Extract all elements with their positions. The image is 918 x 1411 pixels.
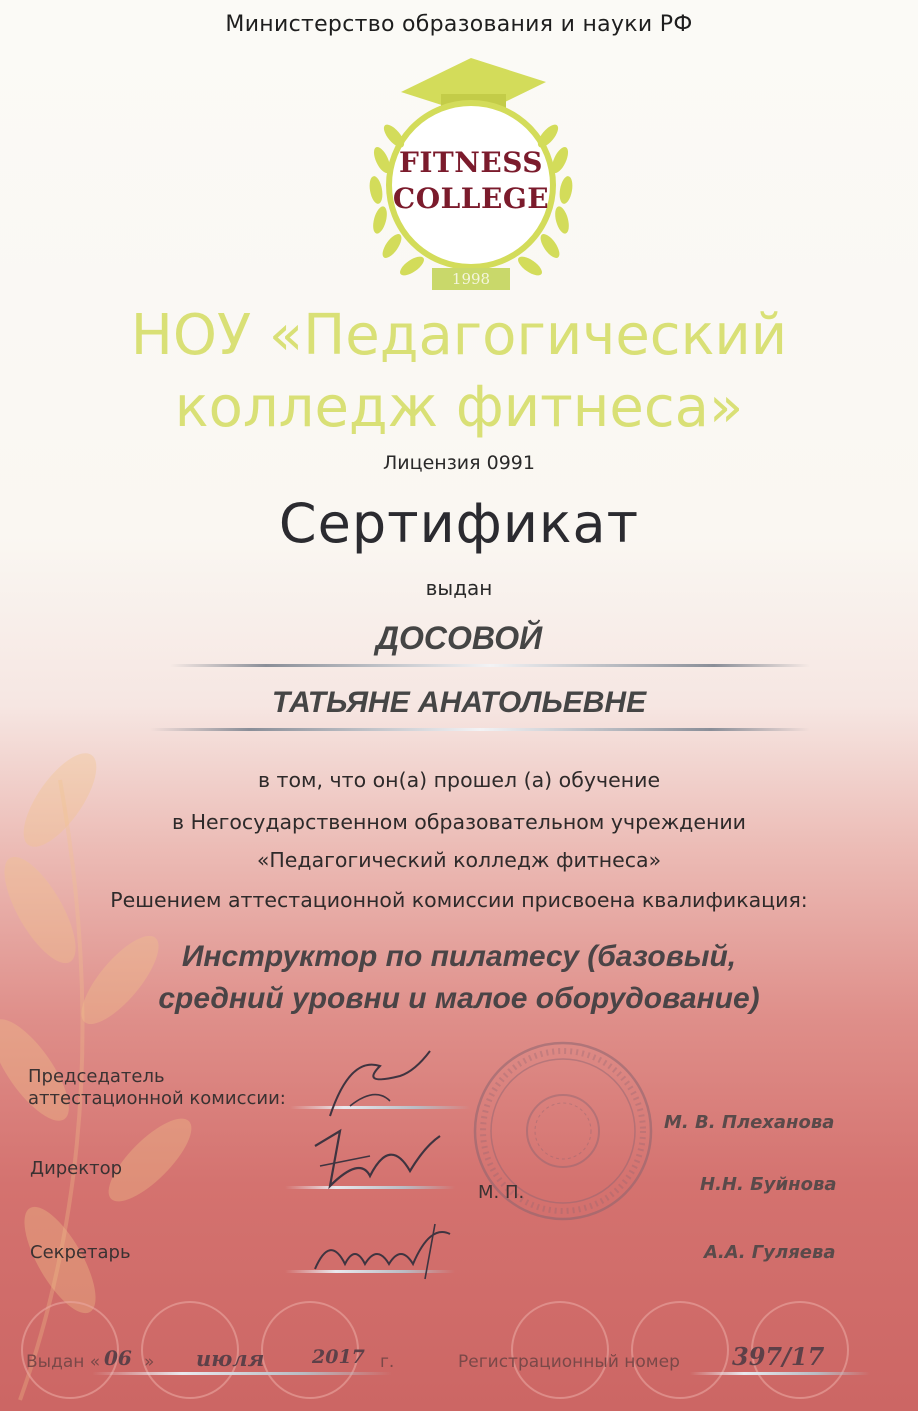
director-name: Н.Н. Буйнова	[700, 1174, 837, 1195]
registration-number: 397/17	[732, 1342, 825, 1371]
recipient-surname: ДОСОВОЙ	[375, 620, 543, 656]
body-line: «Педагогический колледж фитнеса»	[256, 848, 662, 872]
date-line	[92, 1372, 392, 1375]
logo-text-fitness: FITNESS	[398, 146, 544, 179]
divider	[150, 728, 810, 731]
qualification-line1: Инструктор по пилатесу (базовый,	[181, 940, 737, 973]
body-line: Решением аттестационной комиссии присвоена квалификация:	[110, 888, 808, 912]
logo-text-college: COLLEGE	[392, 182, 550, 215]
chair-name: М. В. Плеханова	[664, 1112, 835, 1133]
issued-date-label: Выдан «	[26, 1352, 101, 1372]
issued-year-suffix: г.	[380, 1352, 395, 1372]
director-label: Директор	[30, 1158, 123, 1179]
license-number: Лицензия 0991	[383, 452, 535, 474]
secretary-name: А.А. Гуляева	[704, 1242, 836, 1263]
body-line: в Негосударственном образовательном учреждении	[171, 810, 746, 834]
issued-label: выдан	[425, 576, 493, 600]
secretary-label: Секретарь	[30, 1242, 131, 1263]
certificate-title: Сертификат	[278, 492, 640, 555]
ministry-header: Министерство образования и науки РФ	[225, 12, 693, 37]
logo-year: 1998	[432, 268, 510, 290]
divider	[170, 664, 810, 667]
issued-year: 2017	[312, 1346, 365, 1368]
signature-chair	[320, 1046, 440, 1126]
organization-title-line1: НОУ «Педагогический	[130, 303, 788, 368]
issued-day: 06	[104, 1346, 132, 1370]
organization-title-line2: колледж фитнеса»	[174, 375, 744, 440]
chair-label: Председатель	[28, 1066, 165, 1087]
registration-label: Регистрационный номер	[458, 1352, 680, 1372]
issued-month: июля	[196, 1346, 265, 1371]
college-logo	[346, 50, 596, 298]
signature-secretary	[305, 1214, 465, 1284]
recipient-given-names: ТАТЬЯНЕ АНАТОЛЬЕВНЕ	[271, 686, 647, 719]
registration-line	[690, 1372, 870, 1375]
qualification-line2: средний уровни и малое оборудование)	[158, 982, 760, 1015]
chair-label: аттестационной комиссии:	[28, 1088, 286, 1109]
signature-director	[300, 1116, 450, 1196]
body-line: в том, что он(а) прошел (а) обучение	[257, 768, 661, 792]
issued-day-close: »	[144, 1352, 155, 1372]
seal-label: М. П.	[478, 1182, 525, 1203]
